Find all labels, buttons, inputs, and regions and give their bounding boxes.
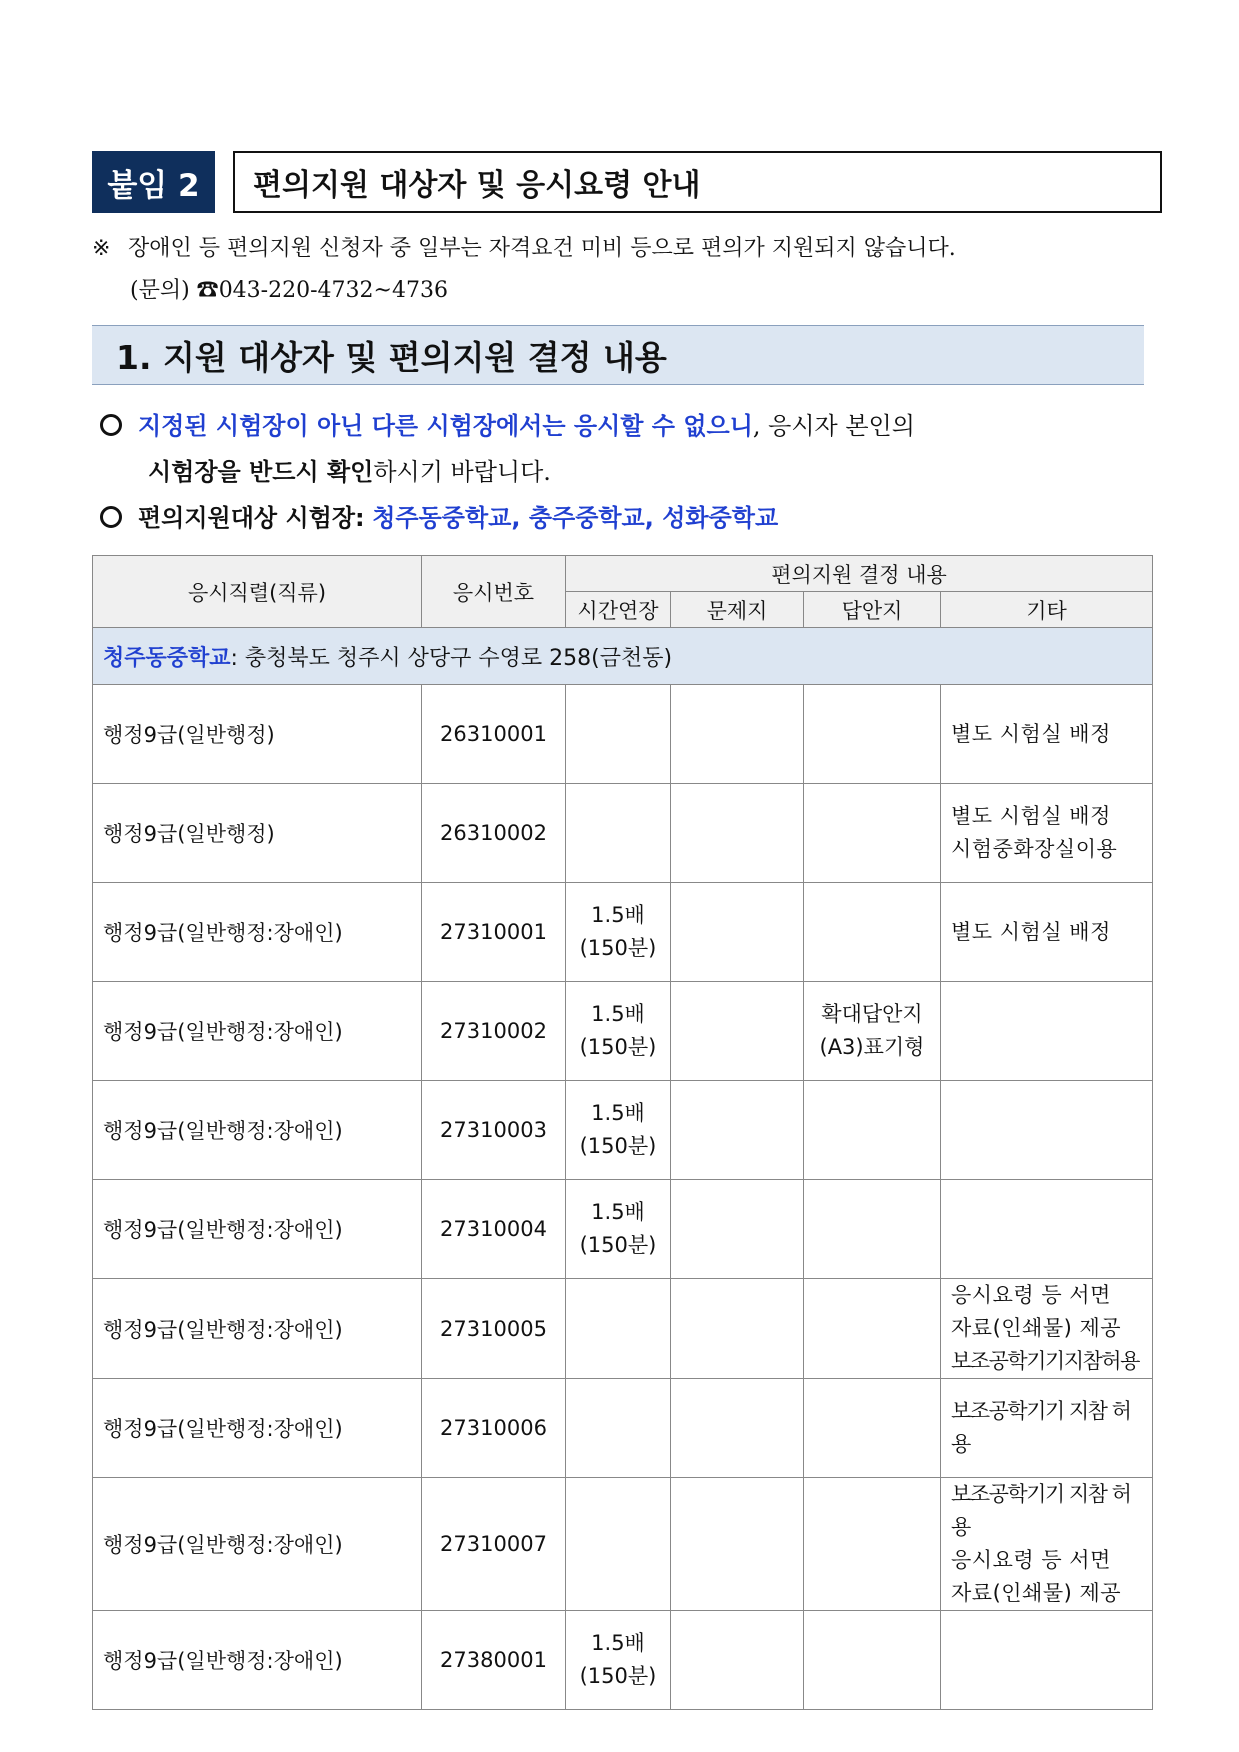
cell-position: 행정9급(일반행정:장애인) xyxy=(93,1279,422,1379)
header-answer-sheet: 답안지 xyxy=(804,592,941,628)
table-row xyxy=(93,1279,1153,1379)
table-row xyxy=(93,1478,1153,1611)
cell-question-sheet xyxy=(671,1081,804,1180)
bullet-schools: 청주동중학교, 충주중학교, 성화중학교 xyxy=(372,504,779,532)
bullet-text: 하시기 바랍니다. xyxy=(373,458,551,486)
header-position: 응시직렬(직류) xyxy=(93,556,422,628)
school-row xyxy=(93,628,1153,685)
bullet-label: 편의지원대상 시험장: xyxy=(138,504,365,532)
cell-time-extension: 1.5배 (150분) xyxy=(566,883,671,982)
cell-position: 행정9급(일반행정:장애인) xyxy=(93,982,422,1081)
cell-position: 행정9급(일반행정) xyxy=(93,685,422,784)
cell-exam-number: 27310004 xyxy=(422,1180,566,1279)
page-header xyxy=(92,151,1144,213)
header-question-sheet: 문제지 xyxy=(671,592,804,628)
circle-bullet-icon xyxy=(100,414,122,436)
cell-exam-number: 26310002 xyxy=(422,784,566,883)
cell-time-extension: 1.5배 (150분) xyxy=(566,1611,671,1710)
cell-exam-number: 27310006 xyxy=(422,1379,566,1478)
cell-etc xyxy=(941,982,1153,1081)
cell-answer-sheet xyxy=(804,1611,941,1710)
header-support-group: 편의지원 결정 내용 xyxy=(566,556,1153,592)
cell-answer-sheet: 확대답안지 (A3)표기형 xyxy=(804,982,941,1081)
notice xyxy=(92,228,1162,312)
cell-exam-number: 27380001 xyxy=(422,1611,566,1710)
inquiry-label: (문의) xyxy=(130,278,190,303)
cell-time-extension: 1.5배 (150분) xyxy=(566,982,671,1081)
cell-etc xyxy=(941,1180,1153,1279)
circle-bullet-icon xyxy=(100,506,122,528)
cell-time-extension xyxy=(566,784,671,883)
phone-icon: ☎ xyxy=(196,278,219,303)
notice-text: 장애인 등 편의지원 신청자 중 일부는 자격요건 미비 등으로 편의가 지원되지 않습니다. xyxy=(128,236,956,261)
cell-etc: 보조공학기기 지참 허용 응시요령 등 서면 자료(인쇄물) 제공 xyxy=(941,1478,1153,1611)
cell-question-sheet xyxy=(671,1379,804,1478)
cell-answer-sheet xyxy=(804,1081,941,1180)
cell-answer-sheet xyxy=(804,1379,941,1478)
table-row xyxy=(93,1379,1153,1478)
cell-etc: 별도 시험실 배정 시험중화장실이용 xyxy=(941,784,1153,883)
section-title: 1. 지원 대상자 및 편의지원 결정 내용 xyxy=(92,325,1144,385)
cell-exam-number: 27310002 xyxy=(422,982,566,1081)
cell-question-sheet xyxy=(671,1611,804,1710)
cell-question-sheet xyxy=(671,883,804,982)
support-table xyxy=(92,555,1153,1710)
school-name: 청주동중학교 xyxy=(103,645,231,671)
bullet-text: , 응시자 본인의 xyxy=(752,412,915,440)
cell-answer-sheet xyxy=(804,784,941,883)
bullet-emphasis: 지정된 시험장이 아닌 다른 시험장에서는 응시할 수 없으니 xyxy=(138,412,753,440)
cell-time-extension: 1.5배 (150분) xyxy=(566,1081,671,1180)
cell-etc xyxy=(941,1611,1153,1710)
cell-position: 행정9급(일반행정:장애인) xyxy=(93,1379,422,1478)
cell-time-extension xyxy=(566,1279,671,1379)
cell-question-sheet xyxy=(671,982,804,1081)
cell-position: 행정9급(일반행정:장애인) xyxy=(93,883,422,982)
cell-time-extension xyxy=(566,685,671,784)
inquiry-phone: 043-220-4732~4736 xyxy=(218,278,448,303)
cell-time-extension xyxy=(566,1379,671,1478)
header-etc: 기타 xyxy=(941,592,1153,628)
header-time-extension: 시간연장 xyxy=(566,592,671,628)
cell-exam-number: 27310001 xyxy=(422,883,566,982)
cell-answer-sheet xyxy=(804,883,941,982)
page-title: 편의지원 대상자 및 응시요령 안내 xyxy=(233,151,1162,213)
cell-etc xyxy=(941,1081,1153,1180)
cell-position: 행정9급(일반행정:장애인) xyxy=(93,1081,422,1180)
table-row xyxy=(93,883,1153,982)
cell-exam-number: 27310003 xyxy=(422,1081,566,1180)
cell-answer-sheet xyxy=(804,1478,941,1611)
bullet-item xyxy=(100,403,1160,449)
bullet-list xyxy=(100,403,1160,541)
cell-question-sheet xyxy=(671,1478,804,1611)
cell-question-sheet xyxy=(671,685,804,784)
cell-etc: 별도 시험실 배정 xyxy=(941,883,1153,982)
header-exam-number: 응시번호 xyxy=(422,556,566,628)
school-address: : 충청북도 청주시 상당구 수영로 258(금천동) xyxy=(230,645,673,671)
cell-exam-number: 26310001 xyxy=(422,685,566,784)
cell-answer-sheet xyxy=(804,685,941,784)
bullet-bold: 시험장을 반드시 확인 xyxy=(148,458,374,486)
cell-etc: 별도 시험실 배정 xyxy=(941,685,1153,784)
cell-time-extension xyxy=(566,1478,671,1611)
cell-time-extension: 1.5배 (150분) xyxy=(566,1180,671,1279)
cell-etc: 보조공학기기 지참 허용 xyxy=(941,1379,1153,1478)
cell-position: 행정9급(일반행정:장애인) xyxy=(93,1180,422,1279)
bullet-item xyxy=(100,495,1160,541)
cell-exam-number: 27310007 xyxy=(422,1478,566,1611)
table-row xyxy=(93,982,1153,1081)
table-row xyxy=(93,784,1153,883)
table-row xyxy=(93,685,1153,784)
cell-position: 행정9급(일반행정) xyxy=(93,784,422,883)
table-row xyxy=(93,1180,1153,1279)
cell-etc: 응시요령 등 서면 자료(인쇄물) 제공 보조공학기기지참허용 xyxy=(941,1279,1153,1379)
cell-position: 행정9급(일반행정:장애인) xyxy=(93,1478,422,1611)
cell-question-sheet xyxy=(671,1279,804,1379)
cell-answer-sheet xyxy=(804,1180,941,1279)
bullet-continuation xyxy=(100,449,1160,495)
cell-exam-number: 27310005 xyxy=(422,1279,566,1379)
cell-answer-sheet xyxy=(804,1279,941,1379)
cell-question-sheet xyxy=(671,784,804,883)
cell-position: 행정9급(일반행정:장애인) xyxy=(93,1611,422,1710)
attachment-badge: 붙임 2 xyxy=(92,151,215,213)
cell-question-sheet xyxy=(671,1180,804,1279)
table-row xyxy=(93,1611,1153,1710)
reference-mark-icon: ※ xyxy=(92,236,111,261)
table-row xyxy=(93,1081,1153,1180)
